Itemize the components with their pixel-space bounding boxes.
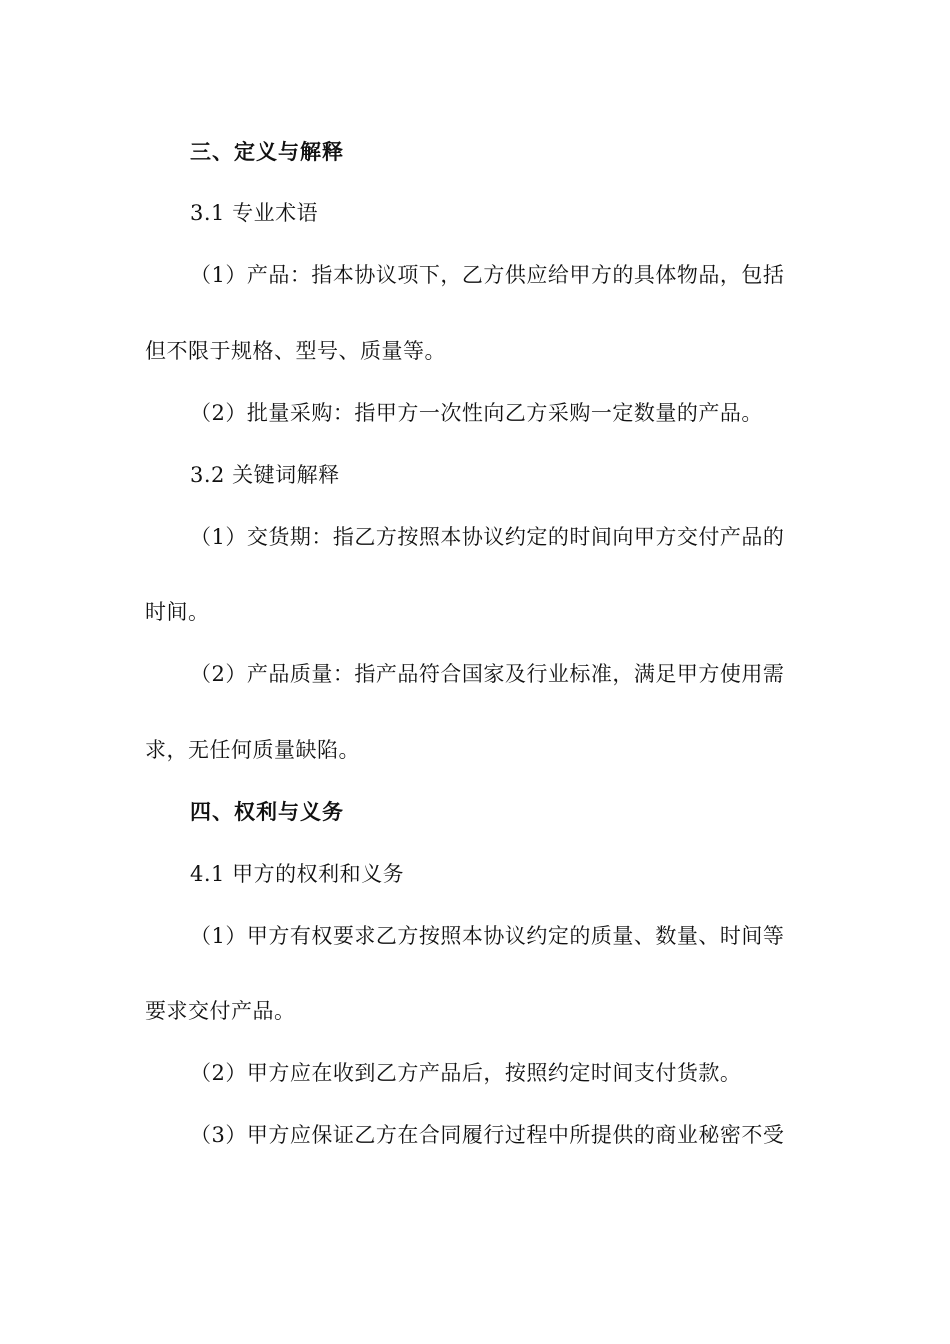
- paragraph-line: 但不限于规格、型号、质量等。: [145, 339, 446, 363]
- paragraph-line: （2）批量采购：指甲方一次性向乙方采购一定数量的产品。: [190, 401, 763, 425]
- subsection-3-1-title: 3.1 专业术语: [190, 201, 319, 225]
- paragraph-line: （2）甲方应在收到乙方产品后，按照约定时间支付货款。: [190, 1061, 742, 1085]
- subsection-3-2-title: 3.2 关键词解释: [190, 463, 340, 487]
- paragraph-line: （1）甲方有权要求乙方按照本协议约定的质量、数量、时间等: [190, 924, 785, 948]
- section-4-heading: 四、权利与义务: [190, 799, 344, 824]
- paragraph-line: 求，无任何质量缺陷。: [145, 738, 360, 762]
- paragraph-line: 时间。: [145, 600, 210, 624]
- paragraph-line: （3）甲方应保证乙方在合同履行过程中所提供的商业秘密不受: [190, 1123, 785, 1147]
- paragraph-line: （1）交货期：指乙方按照本协议约定的时间向甲方交付产品的: [190, 525, 785, 549]
- paragraph-line: 要求交付产品。: [145, 999, 296, 1023]
- section-3-heading: 三、定义与解释: [190, 139, 344, 164]
- paragraph-line: （1）产品：指本协议项下，乙方供应给甲方的具体物品，包括: [190, 263, 785, 287]
- paragraph-line: （2）产品质量：指产品符合国家及行业标准，满足甲方使用需: [190, 662, 785, 686]
- subsection-4-1-title: 4.1 甲方的权利和义务: [190, 862, 405, 886]
